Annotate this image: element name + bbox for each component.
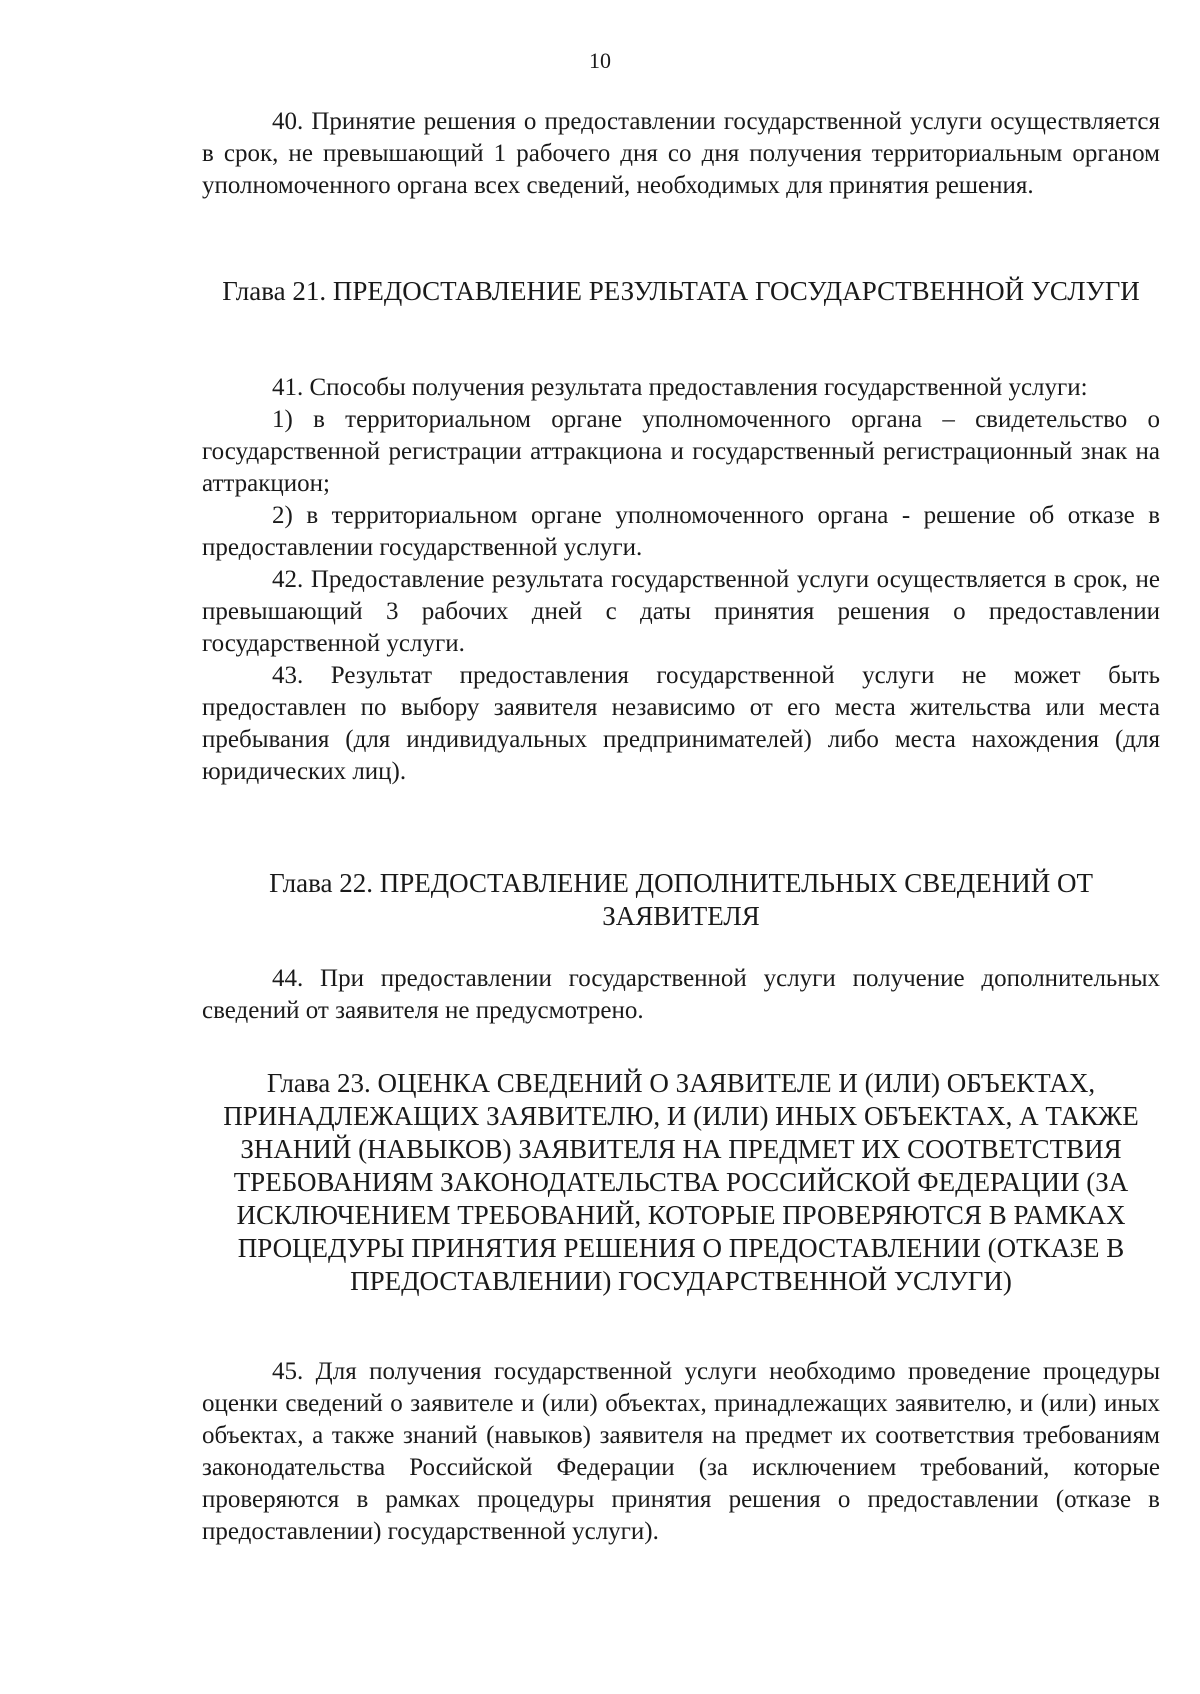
chapter-23-title: Глава 23. ОЦЕНКА СВЕДЕНИЙ О ЗАЯВИТЕЛЕ И (ИЛИ) ОБЪЕКТАХ, ПРИНАДЛЕЖАЩИХ ЗАЯВИТЕЛЮ, И (ИЛИ) ИНЫХ ОБЪЕКТАХ, А ТАКЖЕ ЗНАНИЙ (НАВЫКОВ) ЗАЯВИТЕЛЯ НА ПРЕДМЕТ ИХ СООТВЕТСТВИЯ ТРЕБОВАНИЯМ ЗАКОНОДАТЕЛЬСТВА РОССИЙСКОЙ ФЕДЕРАЦИИ (ЗА ИСКЛЮЧЕНИЕМ ТРЕБОВАНИЙ, КОТОРЫЕ ПРОВЕРЯЮТСЯ В РАМКАХ ПРОЦЕДУРЫ ПРИНЯТИЯ РЕШЕНИЯ О ПРЕДОСТАВЛЕНИИ (ОТКАЗЕ В ПРЕДОСТАВЛЕНИИ) ГОСУДАРСТВЕННОЙ УСЛУГИ)	[223, 1068, 1139, 1296]
section-45	[202, 1356, 1160, 1548]
chapter-21-title: Глава 21. ПРЕДОСТАВЛЕНИЕ РЕЗУЛЬТАТА ГОСУДАРСТВЕННОЙ УСЛУГИ	[222, 276, 1140, 306]
section-41-intro: 41. Способы получения результата предоставления государственной услуги:	[272, 374, 1088, 401]
section-41-item-2: 2) в территориальном органе уполномоченного органа - решение об отказе в предоставлении государственной услуги.	[202, 502, 1160, 561]
sections-41-43	[202, 372, 1160, 788]
chapter-22-title: Глава 22. ПРЕДОСТАВЛЕНИЕ ДОПОЛНИТЕЛЬНЫХ СВЕДЕНИЙ ОТ ЗАЯВИТЕЛЯ	[269, 868, 1093, 931]
section-43-text: 43. Результат предоставления государственной услуги не может быть предоставлен по выбору заявителя независимо от его места жительства или места пребывания (для индивидуальных предпринимателей) либо места нахождения (для юридических лиц).	[202, 662, 1160, 785]
section-44-text: 44. При предоставлении государственной услуги получение дополнительных сведений от заявителя не предусмотрено.	[202, 965, 1160, 1024]
page-number: 10	[589, 48, 611, 73]
section-45-text: 45. Для получения государственной услуги необходимо проведение процедуры оценки сведений о заявителе и (или) объектах, принадлежащих заявителю, и (или) иных объектах, а также знаний (навыков) заявителя на предмет их соответствия требованиям законодательства Российской Федерации (за исключением требований, которые проверяются в рамках процедуры принятия решения о предоставлении (отказе в предоставлении) государственной услуги).	[202, 1358, 1160, 1545]
section-40	[202, 106, 1160, 202]
section-41-item-1: 1) в территориальном органе уполномоченного органа – свидетельство о государственной регистрации аттракциона и государственный регистрационный знак на аттракцион;	[202, 406, 1160, 497]
section-42-text: 42. Предоставление результата государственной услуги осуществляется в срок, не превышающий 3 рабочих дней с даты принятия решения о предоставлении государственной услуги.	[202, 566, 1160, 657]
section-40-text: 40. Принятие решения о предоставлении государственной услуги осуществляется в срок, не превышающий 1 рабочего дня со дня получения территориальным органом уполномоченного органа всех сведений, необходимых для принятия решения.	[202, 108, 1160, 199]
section-44	[202, 963, 1160, 1027]
